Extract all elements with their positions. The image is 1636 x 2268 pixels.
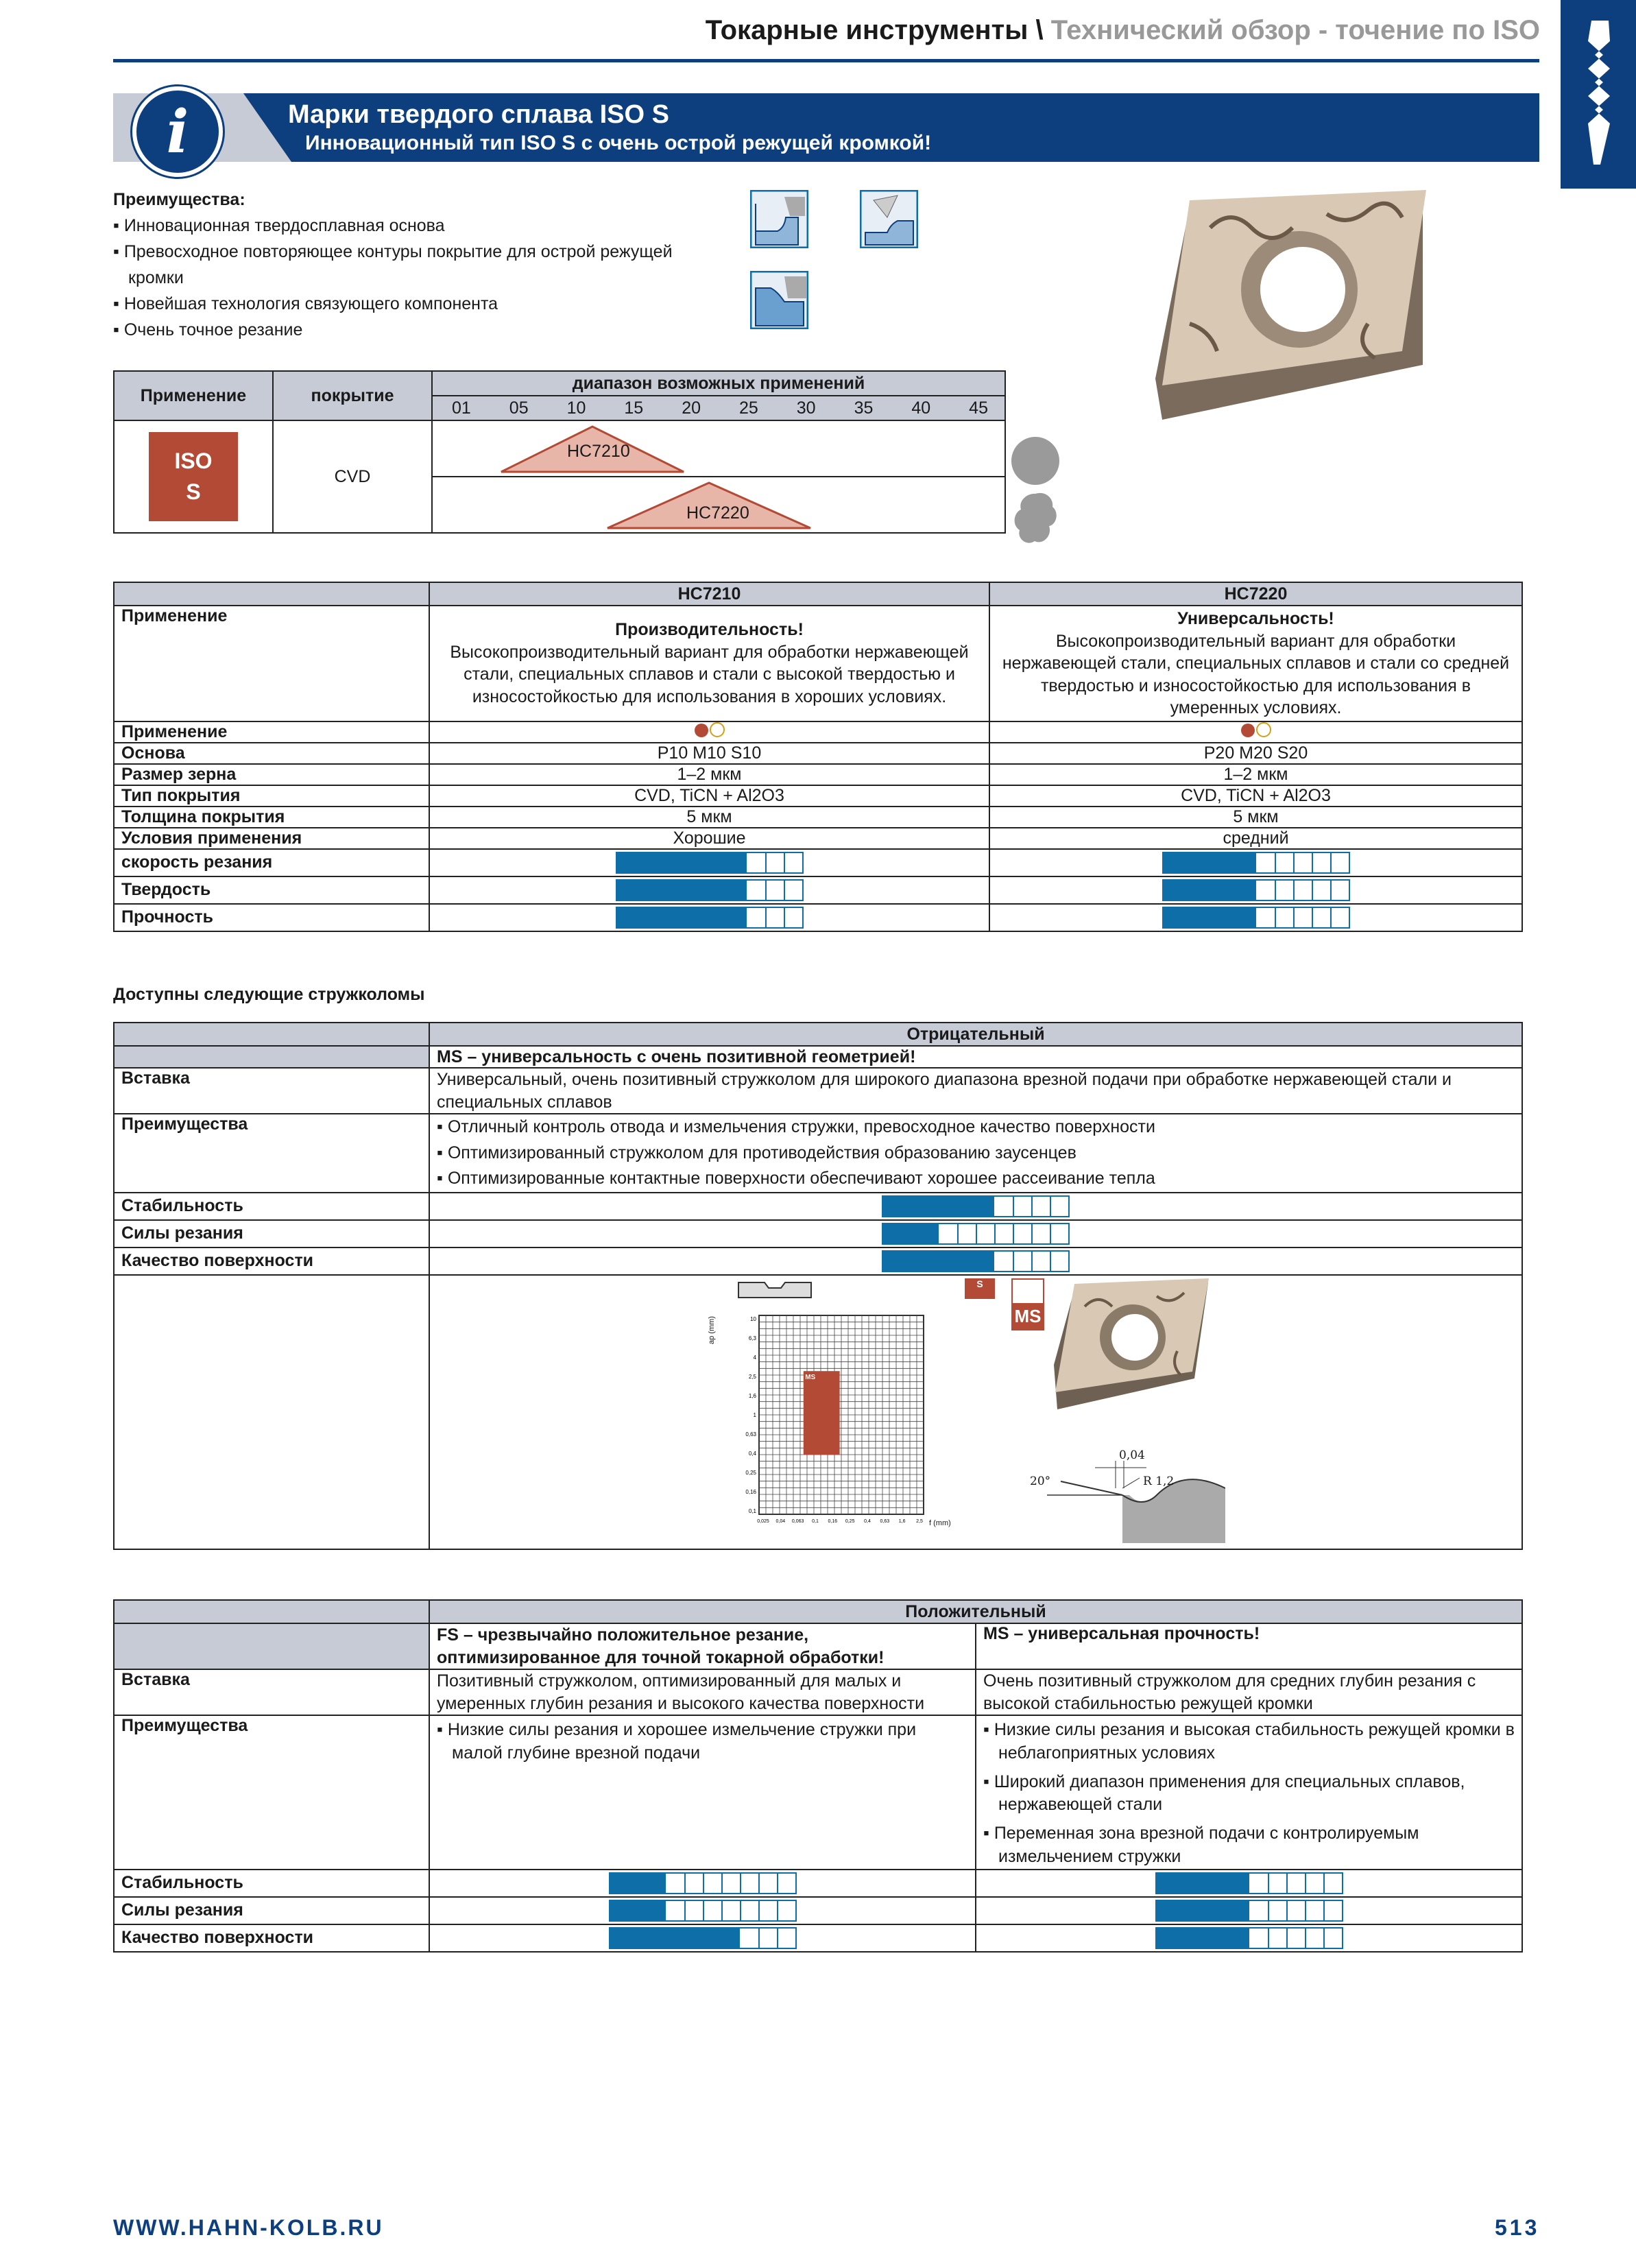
rating-bar-fill: [617, 908, 747, 927]
rating-bar-fill: [610, 1929, 740, 1948]
ms-forces: [976, 1897, 1522, 1924]
positive-chipbreaker-table: [113, 1599, 1523, 1953]
hc7220-conditions: средний: [989, 828, 1522, 849]
rating-bar-divider: [721, 1874, 723, 1893]
pos-header-empty: [114, 1600, 429, 1623]
application-range-table: [113, 370, 1006, 534]
x-tick-label: 0,4: [864, 1518, 871, 1524]
neg-chart-empty: [114, 1275, 429, 1549]
advantage-item: ▪ Новейшая технология связующего компонента: [113, 291, 690, 317]
turning-operation-icon: [750, 190, 808, 248]
grade-label-hc7220: HC7220: [686, 503, 749, 523]
rating-bar-divider: [1275, 908, 1276, 927]
hc7220-headline: Универсальность!: [1177, 609, 1334, 628]
row-label-application: Применение: [114, 606, 429, 721]
dot-filled-icon: [1241, 724, 1255, 737]
dim-radius: R 1,2: [1143, 1474, 1175, 1488]
rating-bar-divider: [1323, 1929, 1325, 1948]
dim-land-width: 0,04: [1119, 1448, 1145, 1462]
col-coating: покрытие: [273, 371, 432, 420]
grade-label-hc7210: HC7210: [567, 442, 630, 461]
rating-bar: [882, 1223, 1070, 1245]
rating-bar-divider: [994, 1224, 996, 1243]
rating-bar-divider: [684, 1874, 686, 1893]
rating-bar-fill: [1164, 853, 1256, 872]
ms-region-label: MS: [805, 1373, 816, 1381]
y-tick-label: 6,3: [748, 1335, 756, 1341]
profiling-operation-icon: [860, 190, 918, 248]
adv-item: ▪ Оптимизированный стружколом для противодействия образованию заусенцев: [437, 1143, 1076, 1162]
rating-bar-divider: [1293, 881, 1295, 900]
material-blob-icon: [1011, 490, 1059, 549]
rating-bar: [1155, 1927, 1343, 1949]
rating-bar-divider: [1293, 908, 1295, 927]
grades-header-hc7220: HC7220: [989, 582, 1522, 606]
rating-bar-divider: [1275, 853, 1276, 872]
tick: 40: [911, 398, 931, 418]
adv-item-text: Низкие силы резания и высокая стабильность режущей кромки в неблагоприятных условиях: [994, 1720, 1515, 1763]
rating-bar: [609, 1900, 797, 1922]
rating-bar-divider: [976, 1224, 977, 1243]
pos-fs-title: FS – чрезвычайно положительное резание, оптимизированное для точной токарной обработки!: [429, 1623, 976, 1669]
page-number: 513: [1495, 2215, 1540, 2240]
material-circle-icon: [1011, 437, 1059, 485]
rating-bar-divider: [1305, 1901, 1306, 1920]
x-tick-label: 0,025: [757, 1518, 769, 1524]
rating-bar-divider: [1323, 1901, 1325, 1920]
rating-bar-fill: [1157, 1929, 1249, 1948]
adv-item-text: Отличный контроль отвода и измельчения стружки, превосходное качество поверхности: [447, 1117, 1155, 1136]
chart-iso-s-badge: S: [965, 1278, 995, 1299]
hc7220-toughness: [989, 904, 1522, 931]
hc7220-coating-thickness: 5 мкм: [989, 807, 1522, 828]
iso-s-badge: [149, 432, 238, 521]
tick: 20: [682, 398, 701, 418]
ms-application-region: [804, 1371, 840, 1455]
hc7220-grain: 1–2 мкм: [989, 764, 1522, 785]
y-tick-label: 1: [753, 1411, 756, 1418]
rating-bar: [609, 1872, 797, 1894]
rating-bar-divider: [765, 853, 767, 872]
adv-item-text: Оптимизированные контактные поверхности обеспечивают хорошее рассеивание тепла: [447, 1169, 1155, 1188]
rating-bar-divider: [1031, 1224, 1033, 1243]
rating-bar-divider: [1013, 1252, 1014, 1271]
ms-badge: MS: [1011, 1303, 1044, 1330]
neg-ms-title: MS – универсальность с очень позитивной геометрией!: [429, 1046, 1522, 1068]
rating-bar-divider: [1312, 908, 1313, 927]
advantages-block: [113, 187, 690, 343]
rating-bar-divider: [1013, 1197, 1014, 1216]
rating-bar-divider: [777, 1874, 778, 1893]
y-tick-label: 0,25: [745, 1469, 756, 1476]
pos-fs-insert: Позитивный стружколом, оптимизированный для малых и умеренных глубин резания и высокого качества поверхности: [429, 1669, 976, 1715]
insert-image: [1148, 187, 1436, 433]
advantage-item: ▪ Превосходное повторяющее контуры покрытие для острой режущей кромки: [113, 239, 690, 291]
neg-adv-label: Преимущества: [114, 1114, 429, 1193]
col-range: диапазон возможных применений: [432, 371, 1005, 396]
row-label-toughness: Прочность: [114, 904, 429, 931]
row-label-coating-type: Тип покрытия: [114, 785, 429, 807]
x-tick-label: 0,063: [791, 1518, 804, 1524]
neg-stability: [429, 1193, 1522, 1220]
x-tick-label: 2,5: [916, 1518, 923, 1524]
hc7210-application-dots: [429, 721, 989, 743]
hc7210-conditions: Хорошие: [429, 828, 989, 849]
pos-forces-label: Силы резания: [114, 1897, 429, 1924]
rating-bar-fill: [883, 1197, 994, 1216]
header-separator: \: [1028, 15, 1051, 45]
row-label-hardness: Твердость: [114, 876, 429, 904]
hc7210-application: [429, 606, 989, 721]
rating-bar-divider: [1268, 1874, 1269, 1893]
grades-header-hc7210: HC7210: [429, 582, 989, 606]
rating-bar-divider: [957, 1224, 959, 1243]
rating-bar-divider: [777, 1929, 778, 1948]
adv-item-text: Переменная зона врезной подачи с контролируемым измельчением стружки: [994, 1824, 1419, 1866]
hc7210-toughness: [429, 904, 989, 931]
rating-bar-divider: [1050, 1252, 1051, 1271]
hc7210-description: Высокопроизводительный вариант для обработки нержавеющей стали, специальных сплавов и стали с высокой твердостью и износостойкостью для использования в хороших условиях.: [450, 642, 969, 706]
advantages-heading: Преимущества:: [113, 190, 245, 209]
rating-bar-divider: [1293, 853, 1295, 872]
neg-insert-text: Универсальный, очень позитивный стружколом для широкого диапазона врезной подачи при обработке нержавеющей стали и специальных сплавов: [429, 1068, 1522, 1114]
page-header-title: [706, 15, 1540, 46]
chart-xlabel: f (mm): [929, 1518, 951, 1527]
adv-item: ▪ Оптимизированные контактные поверхности обеспечивают хорошее рассеивание тепла: [437, 1169, 1155, 1188]
y-tick-label: 0,1: [748, 1507, 756, 1514]
rating-bar-divider: [1330, 881, 1332, 900]
grades-comparison-table: [113, 582, 1523, 932]
header-rule: [113, 59, 1539, 62]
tick: 15: [624, 398, 644, 418]
tick: 10: [566, 398, 586, 418]
pos-insert-label: Вставка: [114, 1669, 429, 1715]
advantage-item: ▪ Инновационная твердосплавная основа: [113, 213, 690, 239]
hc7220-application: [989, 606, 1522, 721]
hc7210-coating-type: CVD, TiCN + Al2O3: [429, 785, 989, 807]
row-label-application-2: Применение: [114, 721, 429, 743]
rating-bar-fill: [617, 853, 747, 872]
rating-bar-divider: [765, 908, 767, 927]
rating-bar: [1162, 879, 1350, 901]
hc7210-grain: 1–2 мкм: [429, 764, 989, 785]
rating-bar: [882, 1250, 1070, 1272]
rating-bar-divider: [758, 1929, 760, 1948]
negative-chipbreaker-table: [113, 1022, 1523, 1550]
dot-filled-icon: [695, 724, 708, 737]
tick: 01: [452, 398, 471, 418]
neg-adv-list: [429, 1114, 1522, 1193]
hc7220-base: P20 M20 S20: [989, 743, 1522, 764]
rating-bar-divider: [1268, 1901, 1269, 1920]
row-label-grain: Размер зерна: [114, 764, 429, 785]
hc7210-hardness: [429, 876, 989, 904]
pos-ms-insert: Очень позитивный стружколом для средних глубин резания с высокой стабильностью режущей кромки: [976, 1669, 1522, 1715]
tick: 25: [738, 398, 758, 418]
rating-bar: [882, 1195, 1070, 1217]
rating-bar-divider: [1312, 881, 1313, 900]
rating-bar-divider: [1305, 1874, 1306, 1893]
rating-bar-fill: [1164, 908, 1256, 927]
row-label-base: Основа: [114, 743, 429, 764]
rating-bar-divider: [765, 881, 767, 900]
dot-outline-icon: [1256, 722, 1271, 737]
x-tick-label: 0,25: [845, 1518, 855, 1524]
neg-surface: [429, 1248, 1522, 1275]
adv-item: ▪ Переменная зона врезной подачи с контролируемым измельчением стружки: [983, 1824, 1419, 1866]
neg-surface-label: Качество поверхности: [114, 1248, 429, 1275]
y-tick-label: 0,63: [745, 1431, 756, 1437]
row-label-speed: скорость резания: [114, 849, 429, 876]
adv-item: ▪ Низкие силы резания и высокая стабильность режущей кромки в неблагоприятных условиях: [983, 1720, 1515, 1763]
hc7220-coating-type: CVD, TiCN + Al2O3: [989, 785, 1522, 807]
neg-forces-label: Силы резания: [114, 1220, 429, 1248]
rating-bar-divider: [1286, 1874, 1288, 1893]
col-application: Применение: [114, 371, 273, 420]
banner-subtitle: Инновационный тип ISO S с очень острой режущей кромкой!: [305, 132, 932, 154]
row-label-conditions: Условия применения: [114, 828, 429, 849]
pos-fs-adv: [429, 1715, 976, 1870]
x-tick-label: 0,04: [775, 1518, 786, 1524]
rating-bar-divider: [1275, 881, 1276, 900]
application-range-chart: [732, 1296, 951, 1529]
rating-bar-divider: [1050, 1224, 1051, 1243]
rating-bar: [616, 907, 804, 929]
rating-bar-divider: [1050, 1197, 1051, 1216]
neg-insert-label: Вставка: [114, 1068, 429, 1114]
ms-stability: [976, 1870, 1522, 1897]
y-tick-label: 10: [750, 1315, 756, 1322]
rating-bar-divider: [777, 1901, 778, 1920]
rating-bar-divider: [784, 908, 785, 927]
neg-stability-label: Стабильность: [114, 1193, 429, 1220]
x-tick-label: 0,16: [828, 1518, 838, 1524]
rating-bar-divider: [1031, 1252, 1033, 1271]
header-subsection: Технический обзор - точение по ISO: [1050, 15, 1540, 45]
ms-surface: [976, 1924, 1522, 1952]
rating-bar-fill: [610, 1901, 666, 1920]
pos-stability-label: Стабильность: [114, 1870, 429, 1897]
advantages-list: [113, 213, 690, 343]
rating-bar-divider: [1305, 1929, 1306, 1948]
tick: 45: [969, 398, 988, 418]
hc7220-hardness: [989, 876, 1522, 904]
rating-bar-fill: [1164, 881, 1256, 900]
fs-stability: [429, 1870, 976, 1897]
info-icon: [132, 86, 223, 177]
rating-bar-fill: [883, 1224, 939, 1243]
rating-bar-divider: [1286, 1929, 1288, 1948]
pos-surface-label: Качество поверхности: [114, 1924, 429, 1952]
fs-forces: [429, 1897, 976, 1924]
tick: 30: [796, 398, 816, 418]
rating-bar: [1162, 907, 1350, 929]
dim-rake-angle: 20°: [1030, 1474, 1051, 1488]
rating-bar: [609, 1927, 797, 1949]
adv-item: ▪ Широкий диапазон применения для специальных сплавов, нержавеющей стали: [983, 1771, 1465, 1815]
pos-header: Положительный: [429, 1600, 1522, 1623]
hc7210-speed: [429, 849, 989, 876]
x-tick-label: 1,6: [898, 1518, 906, 1524]
info-glyph: i: [166, 97, 189, 167]
rating-bar-divider: [740, 1901, 741, 1920]
rating-bar-divider: [1330, 853, 1332, 872]
pos-ms-title: MS – универсальная прочность!: [976, 1623, 1522, 1669]
grade-range-cell: [432, 420, 1005, 533]
chart-ylabel: ap (mm): [708, 1315, 716, 1344]
y-tick-label: 1,6: [748, 1392, 756, 1399]
rating-bar-divider: [721, 1901, 723, 1920]
y-tick-label: 2,5: [748, 1373, 756, 1380]
hc7220-application-dots: [989, 721, 1522, 743]
iso-group-label: S: [186, 479, 201, 504]
adv-item-text: Низкие силы резания и хорошее измельчение стружки при малой глубине врезной подачи: [447, 1720, 917, 1763]
ms-insert-image: [1047, 1276, 1212, 1413]
y-tick-label: 0,4: [748, 1450, 756, 1457]
adv-item-text: Оптимизированный стружколом для противодействия образованию заусенцев: [447, 1143, 1076, 1162]
rating-bar: [1155, 1900, 1343, 1922]
advantage-item: ▪ Очень точное резание: [113, 317, 690, 343]
rating-bar-divider: [758, 1901, 760, 1920]
dot-outline-icon: [710, 722, 725, 737]
pos-adv-label: Преимущества: [114, 1715, 429, 1870]
hc7210-headline: Производительность!: [615, 620, 804, 640]
neg-forces: [429, 1220, 1522, 1248]
hc7210-coating-thickness: 5 мкм: [429, 807, 989, 828]
adv-item: ▪ Отличный контроль отвода и измельчения стружки, превосходное качество поверхности: [437, 1117, 1155, 1136]
y-tick-label: 4: [753, 1354, 756, 1361]
x-tick-label: 0,63: [880, 1518, 890, 1524]
rating-bar-fill: [617, 881, 747, 900]
roughing-operation-icon: [750, 271, 808, 329]
rating-bar-fill: [1157, 1874, 1249, 1893]
rating-bar: [1155, 1872, 1343, 1894]
rating-bar-divider: [703, 1901, 704, 1920]
grades-header-empty: [114, 582, 429, 606]
rating-bar-fill: [610, 1874, 666, 1893]
rating-bar-divider: [784, 881, 785, 900]
rating-bar: [616, 879, 804, 901]
iso-label: ISO: [174, 449, 213, 474]
ms-badge-top: [1011, 1278, 1044, 1304]
neg-header-empty: [114, 1023, 429, 1046]
coating-cell: CVD: [273, 420, 432, 533]
rating-bar-divider: [703, 1874, 704, 1893]
rating-bar: [616, 852, 804, 874]
pos-sub-empty: [114, 1623, 429, 1669]
hc7210-base: P10 M10 S10: [429, 743, 989, 764]
header-section: Токарные инструменты: [705, 15, 1028, 45]
hc7220-description: Высокопроизводительный вариант для обработки нержавеющей стали, специальных сплавов и стали со средней твердостью и износостойкостью для использования в умеренных условиях.: [1002, 631, 1510, 717]
hc7220-speed: [989, 849, 1522, 876]
rating-bar: [1162, 852, 1350, 874]
rating-bar-divider: [758, 1874, 760, 1893]
rating-bar-divider: [1330, 908, 1332, 927]
rating-bar-divider: [1031, 1197, 1033, 1216]
banner-title: Марки твердого сплава ISO S: [288, 100, 669, 129]
rating-bar-divider: [1013, 1224, 1014, 1243]
neg-header: Отрицательный: [429, 1023, 1522, 1046]
fs-surface: [429, 1924, 976, 1952]
neg-sub-empty: [114, 1046, 429, 1068]
iso-cell: [114, 420, 273, 533]
rating-bar-divider: [740, 1874, 741, 1893]
chipbreakers-heading: Доступны следующие стружколомы: [113, 985, 425, 1004]
rating-bar-fill: [1157, 1901, 1249, 1920]
side-tab-drill-icon[interactable]: [1561, 0, 1636, 189]
rating-bar-divider: [784, 853, 785, 872]
rating-bar-divider: [1286, 1901, 1288, 1920]
tick: 35: [854, 398, 874, 418]
rating-bar-divider: [1312, 853, 1313, 872]
range-ticks: [432, 396, 1005, 420]
rating-bar-divider: [1268, 1929, 1269, 1948]
rating-bar-divider: [1323, 1874, 1325, 1893]
y-tick-label: 0,16: [745, 1488, 756, 1495]
adv-item: ▪ Низкие силы резания и хорошее измельчение стружки при малой глубине врезной подачи: [437, 1720, 917, 1763]
x-tick-label: 0,1: [812, 1518, 819, 1524]
footer-url[interactable]: WWW.HAHN-KOLB.RU: [113, 2215, 384, 2240]
adv-item-text: Широкий диапазон применения для специальных сплавов, нержавеющей стали: [994, 1771, 1465, 1815]
row-label-coating-thickness: Толщина покрытия: [114, 807, 429, 828]
neg-chart-cell: [429, 1275, 1522, 1549]
pos-ms-adv: [976, 1715, 1522, 1870]
tick: 05: [509, 398, 529, 418]
rating-bar-divider: [684, 1901, 686, 1920]
rating-bar-fill: [883, 1252, 994, 1271]
